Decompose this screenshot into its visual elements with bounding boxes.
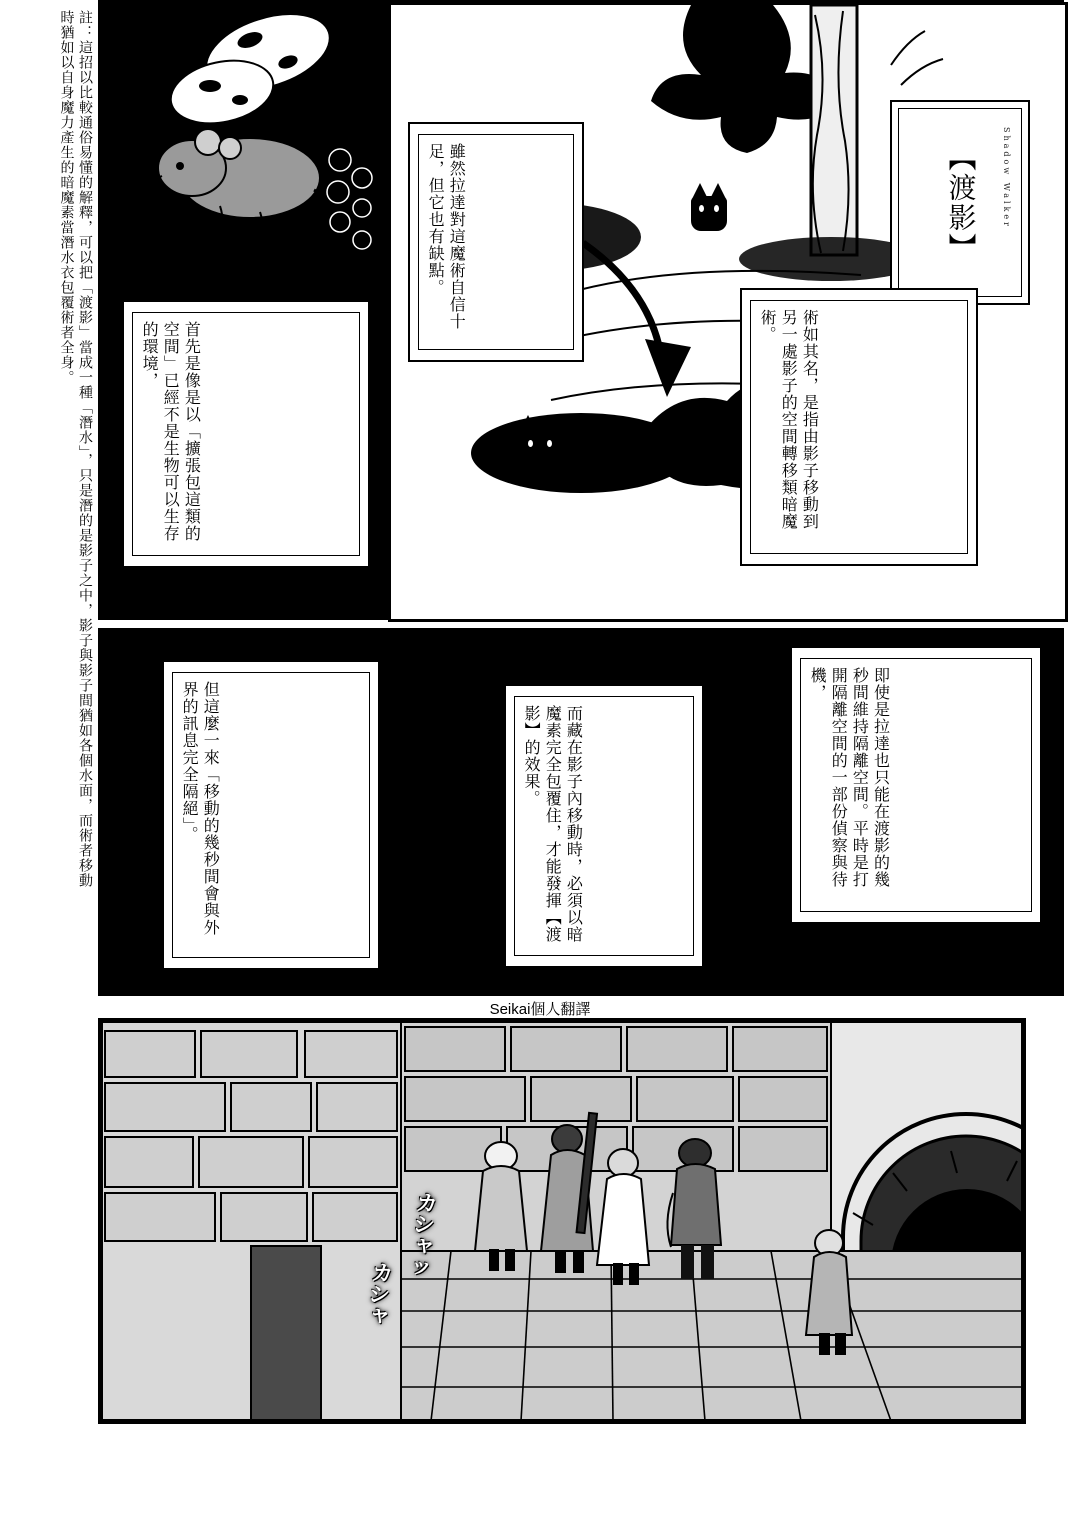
textbox-row2-2-text: 而藏在影子內移動時，必須以暗魔素完全包覆住，才能發揮【渡影】的效果。 <box>522 705 584 943</box>
textbox-row2-1 <box>162 660 380 970</box>
textbox-row1-left <box>408 122 584 362</box>
technique-title-box <box>890 100 1030 305</box>
shadow-cat-upper <box>691 183 727 231</box>
motion-arrow-icon <box>571 235 701 405</box>
shadow-cat-lower <box>519 415 561 471</box>
textbox-row2-1-text: 但這麼一來「移動的幾秒間會與外界的訊息完全隔絕」。 <box>180 681 221 936</box>
technique-title-jp: 【渡影】 <box>944 142 978 263</box>
textbox-row1-right <box>740 288 978 566</box>
translation-credit: Seikai個人翻譯 <box>489 1001 591 1018</box>
page-side-note: 註：這招以比較通俗易懂的解釋，可以把「渡影」當成一種「潛水」，只是潛的是影子之中，影子與影子間猶如各個水面，而術者移動時猶如以自身魔力產生的暗魔素當潛水衣包覆術者全身。 <box>58 10 93 888</box>
textbox-row2-3-text: 即使是拉達也只能在渡影的幾秒間維持隔離空間。平時是打開隔離空間的一部份偵察與待機， <box>808 667 891 888</box>
tunnel-art <box>101 1021 1023 1421</box>
textbox-row1-bottomleft-text: 首先是像是以「擴張包這類的空間」已經不是生物可以生存的環境， <box>140 321 202 542</box>
textbox-row1-left-text: 雖然拉達對這魔術自信十足，但它也有缺點。 <box>426 143 467 330</box>
textbox-row2-2 <box>504 684 704 968</box>
panel-rat-mushroom <box>100 0 380 300</box>
textbox-row1-bottomleft <box>122 300 370 568</box>
rat-mushroom-art <box>100 0 380 300</box>
panel-tunnel-scene <box>98 1018 1026 1424</box>
sfx-bottom-1: カシャッ <box>402 1189 441 1281</box>
technique-title-en: Shadow Walker <box>1002 127 1011 229</box>
textbox-row2-3 <box>790 646 1042 924</box>
sfx-bottom-2: カシャ <box>360 1259 396 1329</box>
textbox-row1-right-text: 術如其名，是指由影子移動到另一處影子的空間轉移類暗魔術。 <box>758 309 820 530</box>
